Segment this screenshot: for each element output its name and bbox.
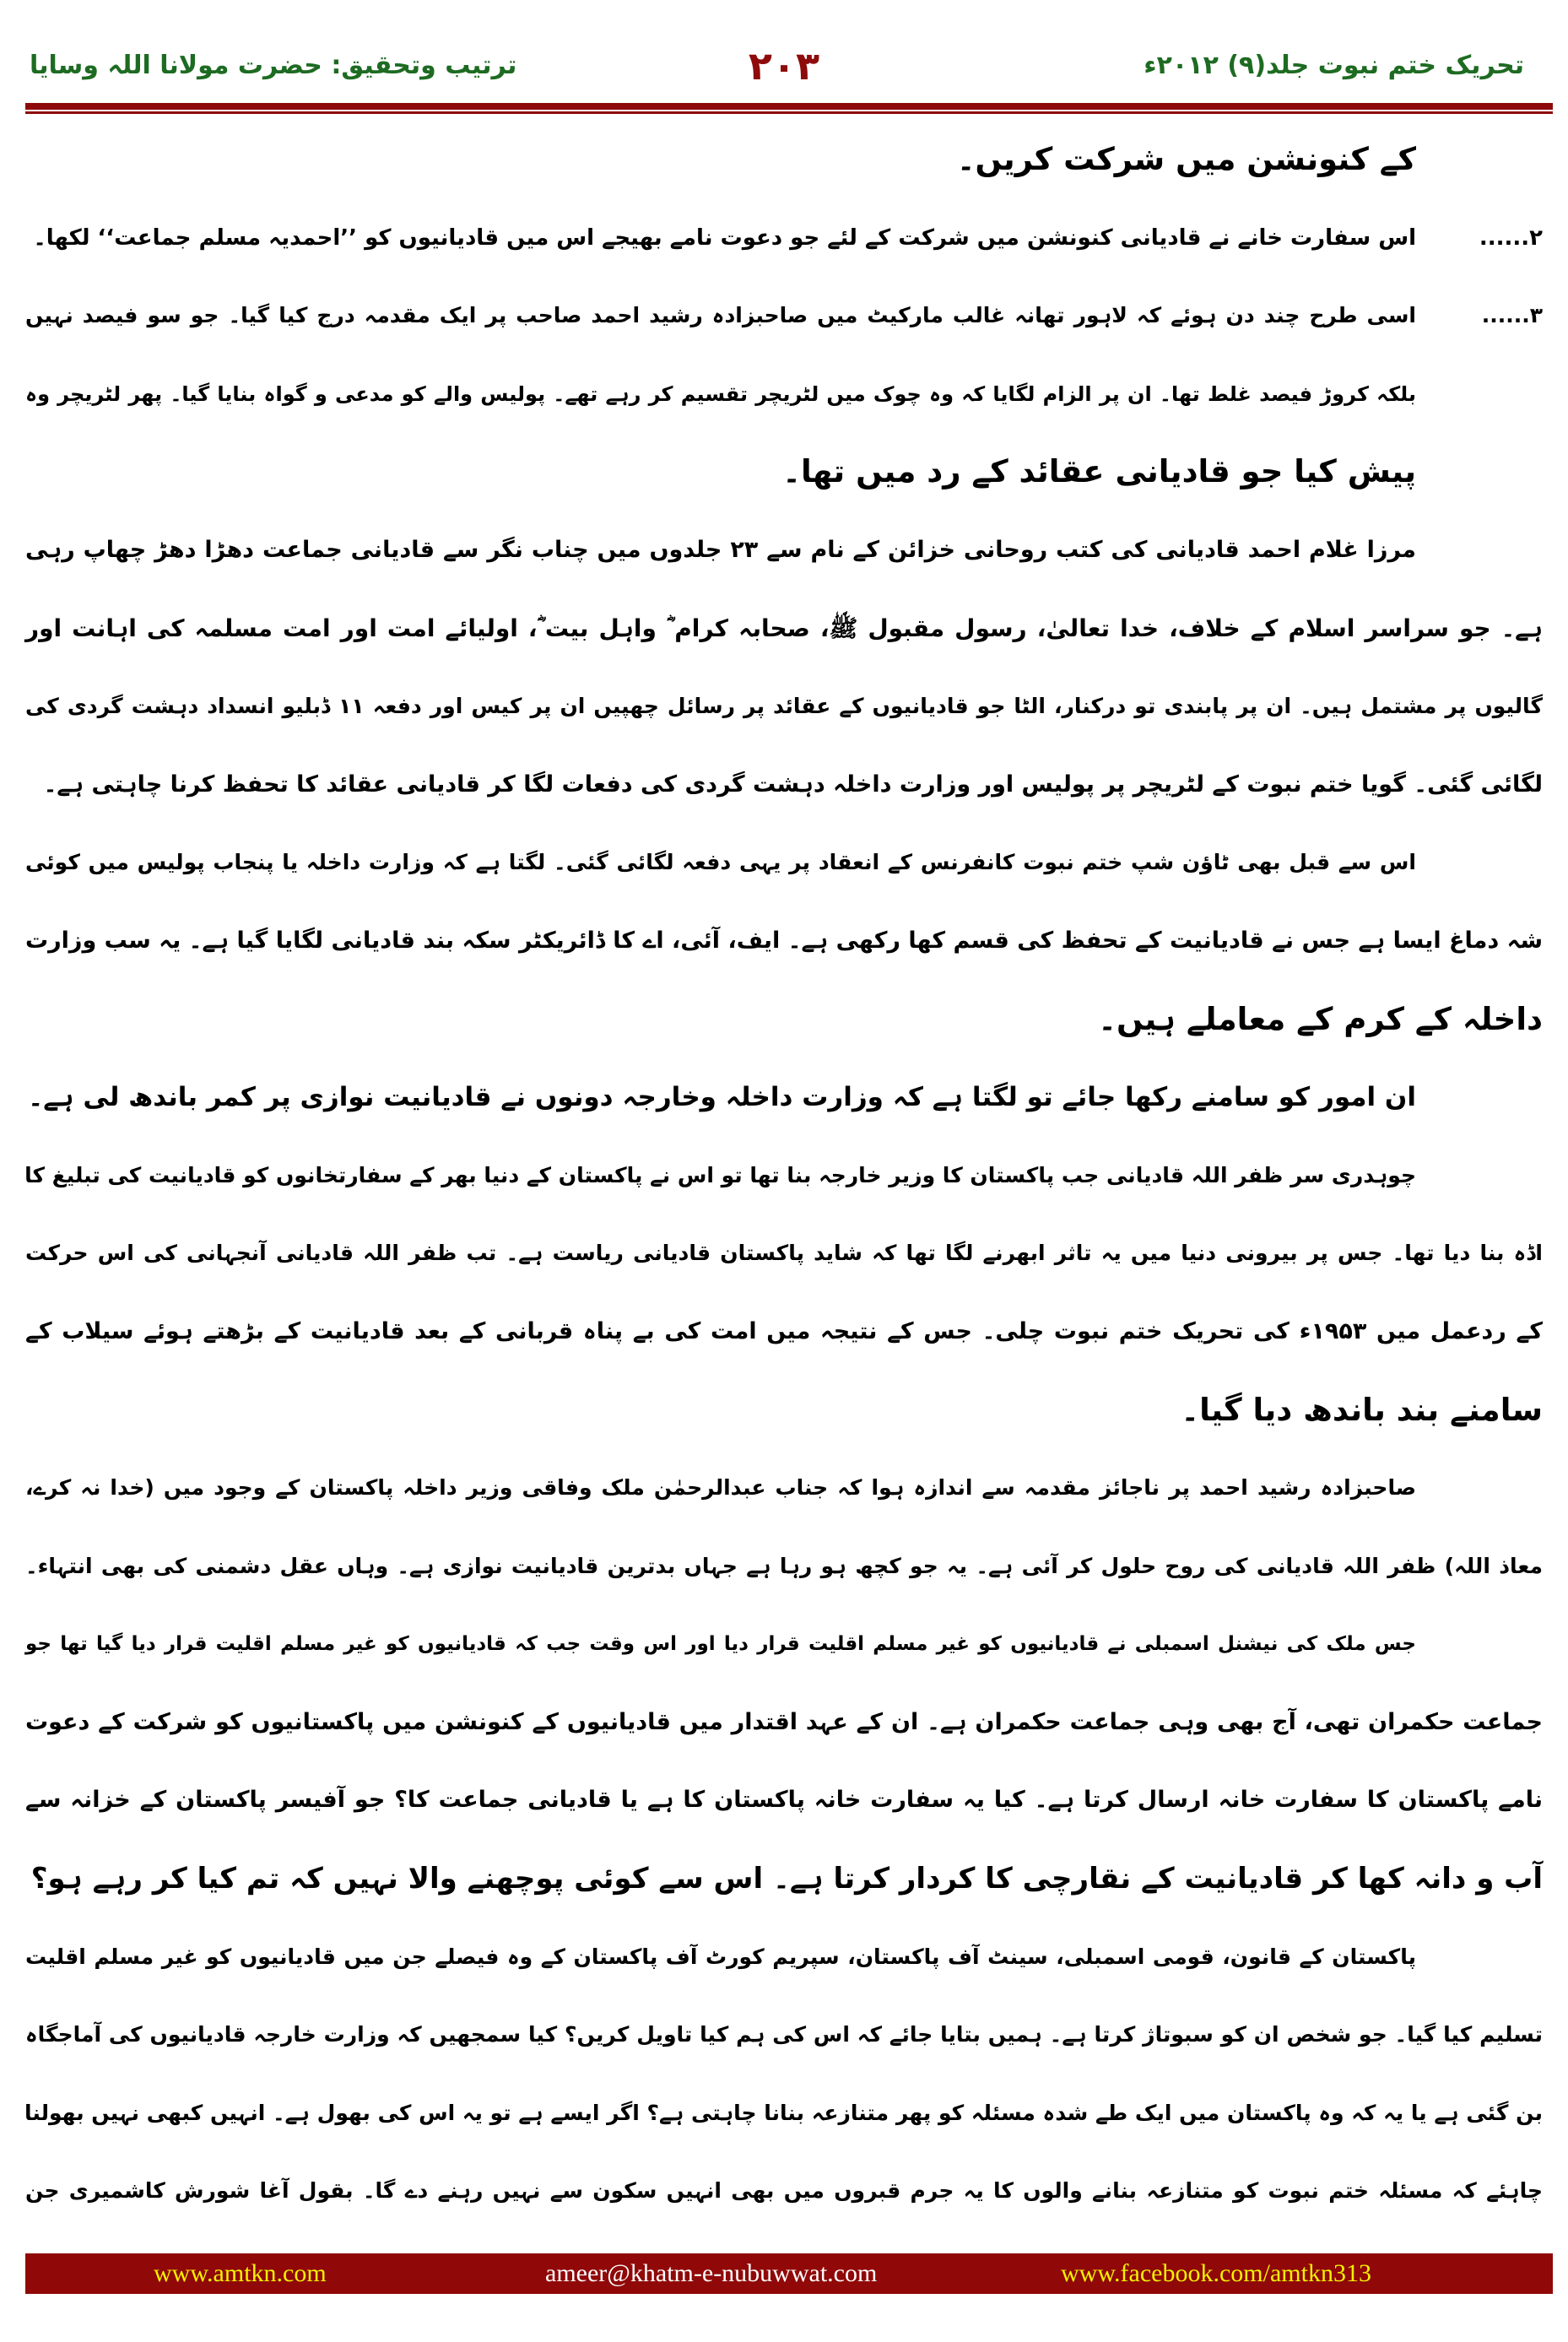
text-line: کے ردعمل میں ۱۹۵۳ء کی تحریک ختم نبوت چلی۔ جس کے نتیجہ میں امت کی بے پناہ قربانی کے بعد قادیانیت کے بڑھتے ہوئے سیلاب کے: [25, 1317, 1543, 1344]
text-line: بن گئی ہے یا یہ کہ وہ پاکستان میں ایک طے شدہ مسئلہ کو پھر متنازعہ بنانا چاہتی ہے؟ اگر ایسے ہے تو یہ اس کی بھول ہے۔ انہیں کبھی نہیں بھولنا: [24, 2100, 1543, 2125]
text-line: ہے۔ جو سراسر اسلام کے خلاف، خدا تعالیٰ، رسول مقبول ﷺ، صحابہ کرام ؓ واہل بیت ؓ، اولیائے امت اور امت مسلمہ کی اہانت اور: [25, 614, 1543, 642]
text-line: سامنے بند باندھ دیا گیا۔: [1181, 1391, 1543, 1428]
footer-bar: [25, 2253, 1553, 2294]
text-line: جماعت حکمران تھی، آج بھی وہی جماعت حکمران ہے۔ ان کے عہد اقتدار میں قادیانیوں کے کنونشن میں پاکستانیوں کو شرکت کے دعوت: [25, 1708, 1543, 1735]
page-body: [25, 121, 1543, 2231]
text-line: اسی طرح چند دن ہوئے کہ لاہور تھانہ غالب مارکیٹ میں صاحبزادہ رشید احمد صاحب پر ایک مقدمہ درج کیا گیا۔ جو سو فیصد نہیں: [25, 303, 1416, 328]
text-line: اس سفارت خانے نے قادیانی کنونشن میں شرکت کے لئے جو دعوت نامے بھیجے اس میں قادیانیوں کو ’’احمدیہ مسلم جماعت‘‘ لکھا۔: [33, 224, 1416, 251]
item-number: ۳......: [1481, 303, 1543, 328]
text-line: پیش کیا جو قادیانی عقائد کے رد میں تھا۔: [782, 453, 1416, 490]
text-line: گالیوں پر مشتمل ہیں۔ ان پر پابندی تو درکنار، الٹا جو قادیانیوں کے عقائد پر رسائل چھپیں ان پر کیس اور دفعہ ۱۱ ڈبلیو انسداد دہشت گردی کی: [25, 694, 1543, 719]
list-item-2: [25, 199, 1543, 278]
text-line: نامے پاکستان کا سفارت خانہ ارسال کرتا ہے۔ کیا یہ سفارت خانہ پاکستان کا ہے یا قادیانی جماعت کا؟ جو آفیسر پاکستان کے خزانہ سے: [25, 1787, 1543, 1814]
header-divider-thin: [25, 111, 1553, 114]
paragraph-start: مرزا غلام احمد قادیانی کی کتب روحانی خزائن کے نام سے ۲۳ جلدوں میں چناب نگر سے قادیانی جماعت دھڑا دھڑ چھاپ رہی: [25, 536, 1416, 563]
text-line: بلکہ کروڑ فیصد غلط تھا۔ ان پر الزام لگایا کہ وہ چوک میں لٹریچر تقسیم کر رہے تھے۔ پولیس والے کو مدعی و گواہ بنایا گیا۔ پھر لٹریچر وہ: [25, 381, 1416, 406]
text-line: لگائی گئی۔ گویا ختم نبوت کے لٹریچر پر پولیس اور وزارت داخلہ دہشت گردی کی دفعات لگا کر قادیانی عقائد کا تحفظ کرنا چاہتی ہے۔: [43, 771, 1543, 798]
paragraph-start: اس سے قبل بھی ٹاؤن شپ ختم نبوت کانفرنس کے انعقاد پر یہی دفعہ لگائی گئی۔ لگتا ہے کہ وزارت داخلہ یا پنجاب پولیس میں کوئی: [25, 850, 1416, 875]
paragraph-start: ان امور کو سامنے رکھا جائے تو لگتا ہے کہ وزارت داخلہ وخارجہ دونوں نے قادیانیت نوازی پر کمر باندھ لی ہے۔: [28, 1082, 1416, 1113]
paragraph-start: جس ملک کی نیشنل اسمبلی نے قادیانیوں کو غیر مسلم اقلیت قرار دیا اور اس وقت جب کہ قادیانیوں کو غیر مسلم اقلیت قرار دیا گیا تھا جو: [25, 1633, 1416, 1656]
paragraph-start: صاحبزادہ رشید احمد پر ناجائز مقدمہ سے اندازہ ہوا کہ جناب عبدالرحمٰن ملک وفاقی وزیر داخلہ پاکستان کے وجود میں (خدا نہ کرے،: [25, 1475, 1416, 1501]
paragraph-start: پاکستان کے قانون، قومی اسمبلی، سینٹ آف پاکستان، سپریم کورٹ آف پاکستان کے وہ فیصلے جن میں قادیانیوں کو غیر مسلم اقلیت: [25, 1944, 1416, 1969]
website-link[interactable]: www.amtkn.com: [154, 2259, 327, 2287]
paragraph-start: چوہدری سر ظفر اللہ قادیانی جب پاکستان کا وزیر خارجہ بنا تھا تو اس نے پاکستان کے دنیا بھر کے سفارتخانوں کو قادیانیت کی تبلیغ کا: [24, 1162, 1416, 1187]
item-number: ۲......: [1479, 224, 1543, 251]
text-line: تسلیم کیا گیا۔ جو شخص ان کو سبوتاژ کرتا ہے۔ ہمیں بتایا جائے کہ اس کی ہم کیا تاویل کریں؟ کیا سمجھیں کہ وزارت خارجہ قادیانیوں کی آماجگاہ: [25, 2022, 1543, 2047]
text-line: داخلہ کے کرم کے معاملے ہیں۔: [1098, 1000, 1543, 1037]
text-line: آب و دانہ کھا کر قادیانیت کے نقارچی کا کردار کرتا ہے۔ اس سے کوئی پوچھنے والا نہیں کہ تم کیا کر رہے ہو؟: [30, 1862, 1543, 1896]
text-line: شہ دماغ ایسا ہے جس نے قادیانیت کے تحفظ کی قسم کھا رکھی ہے۔ ایف، آئی، اے کا ڈائریکٹر سکہ بند قادیانی لگایا گیا ہے۔ یہ سب وزارت: [25, 927, 1543, 954]
page-number: ۲۰۳: [748, 43, 820, 89]
text-line: معاذ اللہ) ظفر اللہ قادیانی کی روح حلول کر آئی ہے۔ یہ جو کچھ ہو رہا ہے جہاں بدترین قادیانیت نوازی ہے۔ وہاں عقل دشمنی کی بھی انتہاء۔: [25, 1553, 1543, 1578]
email-link[interactable]: ameer@khatm-e-nubuwwat.com: [545, 2259, 878, 2287]
book-title: تحریک ختم نبوت جلد(۹) ۲۰۱۲ء: [1144, 51, 1524, 80]
header-divider-thick: [25, 103, 1553, 110]
list-item-3: [25, 277, 1543, 355]
compiler-credit: ترتیب وتحقیق: حضرت مولانا اللہ وسایا: [30, 51, 517, 80]
text-line: چاہئے کہ مسئلہ ختم نبوت کو متنازعہ بنانے والوں کا یہ جرم قبروں میں بھی انہیں سکون سے نہیں رہنے دے گا۔ بقول آغا شورش کاشمیری جن: [25, 2178, 1543, 2204]
text-line: اڈہ بنا دیا تھا۔ جس پر بیرونی دنیا میں یہ تاثر ابھرنے لگا تھا کہ شاید پاکستان قادیانی ریاست ہے۔ تب ظفر اللہ قادیانی آنجہانی کی اس حرکت: [25, 1241, 1543, 1266]
facebook-link[interactable]: www.facebook.com/amtkn313: [1061, 2259, 1371, 2287]
text-line: کے کنونشن میں شرکت کریں۔: [956, 141, 1416, 177]
